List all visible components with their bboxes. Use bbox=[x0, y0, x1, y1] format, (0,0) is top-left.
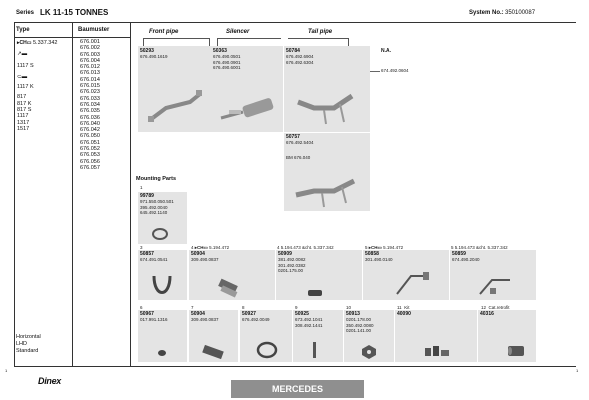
hanger-icon bbox=[393, 270, 433, 298]
part-panel-50293[interactable] bbox=[138, 46, 211, 132]
part-panel-50904-b[interactable] bbox=[189, 310, 238, 362]
part-number: 017.991.1316 bbox=[140, 317, 168, 322]
part-code: 50784 bbox=[286, 48, 300, 54]
part-code: 50857 bbox=[140, 251, 154, 257]
part-code: 50363 bbox=[213, 48, 227, 54]
left-header-rule bbox=[14, 37, 130, 38]
page-number-right: 1 bbox=[576, 368, 579, 373]
baumuster-row: 676.053 bbox=[80, 152, 100, 159]
part-panel-50859[interactable] bbox=[450, 250, 536, 300]
part-panel-50913[interactable] bbox=[344, 310, 394, 362]
m5-label: 5 ▸CH▭ 5.194.472 bbox=[365, 245, 404, 250]
part-panel-40316[interactable] bbox=[478, 310, 536, 362]
nut-icon bbox=[360, 344, 378, 360]
tail-pipe-icon bbox=[294, 82, 364, 128]
part-code: 50967 bbox=[140, 311, 154, 317]
washer-icon bbox=[152, 348, 172, 358]
baumuster-row: 676.013 bbox=[80, 70, 100, 77]
part-number: 674.491.0541 bbox=[140, 257, 168, 262]
part-panel-50757[interactable] bbox=[284, 133, 370, 211]
legend-standard: Standard bbox=[16, 348, 39, 354]
part-number: 381.492.0082 301.492.0382 0201.175.00 bbox=[278, 257, 306, 273]
part-code: 50913 bbox=[346, 311, 360, 317]
m10-num: 10 bbox=[346, 305, 352, 310]
baumuster-row: 676.050 bbox=[80, 133, 100, 140]
catalyst-icon bbox=[504, 342, 528, 360]
type-row bbox=[17, 51, 57, 57]
type-row: 1117 S bbox=[17, 62, 34, 69]
baumuster-row: 676.052 bbox=[80, 146, 100, 153]
brand-label: MERCEDES bbox=[231, 380, 364, 398]
type-row: 817 bbox=[17, 94, 27, 101]
silencer-bracket bbox=[217, 38, 281, 39]
part-code: 40090 bbox=[397, 311, 411, 317]
baumuster-row: 676.014 bbox=[80, 76, 100, 83]
part-panel-50925[interactable] bbox=[293, 310, 343, 362]
type-row bbox=[17, 74, 57, 80]
baumuster-row: 676.040 bbox=[80, 120, 100, 127]
part-number: 676.492.6904 676.492.6304 bbox=[286, 54, 314, 65]
m6-num: 6 bbox=[140, 305, 143, 310]
part-number: 309.490.0837 bbox=[191, 257, 219, 262]
lhd-flag-icon: ▸CH▭ bbox=[368, 245, 382, 250]
tail-pipe-heading: Tail pipe bbox=[308, 29, 333, 35]
baumuster-row: 676.036 bbox=[80, 114, 100, 121]
part-code: 50859 bbox=[452, 251, 466, 257]
system-label: System No.: bbox=[469, 10, 504, 16]
m12-label: 12 Cat.retrofit bbox=[481, 305, 510, 310]
rubber-mount-icon bbox=[306, 288, 324, 298]
part-panel-50857[interactable] bbox=[138, 250, 187, 300]
bolt-icon bbox=[309, 340, 321, 360]
baumuster-row: 676.033 bbox=[80, 95, 100, 102]
mounting-heading: Mounting Parts bbox=[136, 176, 177, 182]
part-number: 676.490.0501 676.490.0901 676.490.6001 bbox=[213, 54, 241, 70]
m5b-label: 5 5.194.473 &cht. 5.337.342 bbox=[451, 245, 508, 250]
footer-rule bbox=[14, 366, 576, 367]
type-row: 817 K bbox=[17, 100, 32, 107]
m4-label: 4 ▸CH▭ 5.194.472 bbox=[191, 245, 230, 250]
silencer-bracket-l bbox=[217, 38, 218, 46]
front-pipe-icon bbox=[146, 86, 204, 126]
part-number: 0201.178.00 350.492.0080 0201.141.00 bbox=[346, 317, 374, 333]
silencer-icon bbox=[217, 88, 279, 128]
m8-num: 8 bbox=[242, 305, 245, 310]
u-clamp-icon bbox=[148, 272, 176, 298]
part-number: 676.492.5404 bbox=[286, 140, 314, 145]
part-number: 676.490.1619 bbox=[140, 54, 168, 59]
header-rule bbox=[14, 22, 576, 23]
part-code: 50293 bbox=[140, 48, 154, 54]
left-border bbox=[14, 22, 15, 366]
tail-pipe-icon: ⊂▬ bbox=[17, 73, 28, 80]
type-list bbox=[17, 40, 57, 132]
part-extra: BM 676.040 bbox=[286, 155, 311, 160]
baumuster-row: 676.056 bbox=[80, 158, 100, 165]
part-code: 99789 bbox=[140, 193, 154, 199]
clamp-icon bbox=[150, 226, 170, 240]
part-code: 50909 bbox=[278, 251, 292, 257]
part-code: 50904 bbox=[191, 251, 205, 257]
baumuster-row: 676.012 bbox=[80, 64, 100, 71]
tail-pipe-bracket bbox=[288, 38, 348, 39]
front-pipe-bracket bbox=[143, 38, 209, 39]
part-number-na: 674.492.0604 bbox=[381, 68, 409, 73]
m11-label: 11 Kit bbox=[397, 305, 410, 310]
type-row: 1117 K bbox=[17, 84, 34, 91]
part-code: 50927 bbox=[242, 311, 256, 317]
lhd-icon: ▸CH▭ bbox=[17, 40, 32, 46]
baumuster-row: 676.035 bbox=[80, 108, 100, 115]
baumuster-row: 676.004 bbox=[80, 57, 100, 64]
legend-horizontal: Horizontal bbox=[16, 334, 41, 340]
type-row: ▸CH▭ 5.337.342 bbox=[17, 40, 58, 46]
part-number: 309.490.0837 bbox=[191, 317, 219, 322]
left-divider-2 bbox=[130, 22, 131, 366]
m4b-label: 4 5.194.473 &cht. 5.337.342 bbox=[277, 245, 334, 250]
type-row: 1117 bbox=[17, 113, 29, 120]
baumuster-row: 676.023 bbox=[80, 89, 100, 96]
baumuster-row: 676.003 bbox=[80, 51, 100, 58]
kit-icon bbox=[423, 342, 453, 360]
type-label: Type bbox=[16, 27, 30, 33]
type-row: 1517 bbox=[17, 125, 30, 132]
part-code: 50925 bbox=[295, 311, 309, 317]
band-clamp-icon bbox=[254, 340, 280, 360]
page-number-left: 1 bbox=[5, 368, 8, 373]
part-panel-40090[interactable] bbox=[395, 310, 477, 362]
part-panel-50967[interactable] bbox=[138, 310, 187, 362]
part-code: 50858 bbox=[365, 251, 379, 257]
series-label: Series bbox=[16, 10, 35, 16]
tail-pipe-bracket-r bbox=[348, 38, 349, 46]
horizontal-pipe-icon: ↗▬ bbox=[17, 51, 28, 58]
part-number: 674.490.2040 bbox=[452, 257, 480, 262]
baumuster-row: 676.057 bbox=[80, 164, 100, 171]
part-code: 40316 bbox=[480, 311, 494, 317]
baumuster-row: 676.002 bbox=[80, 45, 100, 52]
part-panel-99789[interactable] bbox=[138, 192, 187, 244]
m1-num: 1 bbox=[140, 185, 143, 190]
na-leader bbox=[370, 71, 380, 72]
dinex-logo: Dinex bbox=[38, 376, 62, 386]
part-code-na: N.A. bbox=[381, 48, 391, 54]
part-number: 301.490.0140 bbox=[365, 257, 393, 262]
legend-lhd: LHD bbox=[16, 341, 28, 347]
front-pipe-bracket-r bbox=[209, 38, 210, 46]
front-pipe-heading: Front pipe bbox=[149, 29, 179, 35]
part-panel-50363[interactable] bbox=[211, 46, 283, 132]
tail-pipe-alt-icon bbox=[292, 173, 362, 209]
baumuster-row: 676.015 bbox=[80, 83, 100, 90]
baumuster-row: 676.034 bbox=[80, 101, 100, 108]
part-number: 676.492.0049 bbox=[242, 317, 270, 322]
part-panel-50784[interactable] bbox=[284, 46, 370, 132]
m9-num: 9 bbox=[295, 305, 298, 310]
m7-num: 7 bbox=[191, 305, 194, 310]
part-number: 971.550.050.501 395.492.0040 645.492.1140 bbox=[140, 199, 174, 215]
bracket-icon bbox=[215, 276, 245, 298]
part-panel-50909[interactable] bbox=[276, 250, 362, 300]
baumuster-label: Baumuster bbox=[78, 27, 110, 33]
bracket-plate-icon bbox=[199, 342, 229, 360]
lhd-flag-icon: ▸CH▭ bbox=[194, 245, 208, 250]
part-code: 50904 bbox=[191, 311, 205, 317]
type-row: 1317 bbox=[17, 119, 30, 126]
series-value: LK 11-15 TONNES bbox=[40, 8, 109, 17]
silencer-heading: Silencer bbox=[226, 29, 250, 35]
front-pipe-bracket-l bbox=[143, 38, 144, 46]
baumuster-row: 676.001 bbox=[80, 39, 100, 45]
part-panel-50904[interactable] bbox=[189, 250, 275, 300]
baumuster-row: 676.042 bbox=[80, 127, 100, 134]
system-value: 350100087 bbox=[505, 10, 536, 16]
m3-num: 3 bbox=[140, 245, 143, 250]
baumuster-list bbox=[80, 39, 100, 171]
part-panel-50858[interactable] bbox=[363, 250, 449, 300]
baumuster-row: 676.051 bbox=[80, 139, 100, 146]
part-panel-50927[interactable] bbox=[240, 310, 292, 362]
left-divider bbox=[72, 22, 73, 366]
legend bbox=[16, 334, 41, 355]
type-row: 817 S bbox=[17, 107, 32, 114]
part-number: 673.492.1041 308.492.1441 bbox=[295, 317, 323, 328]
part-code: 50757 bbox=[286, 134, 300, 140]
hanger-alt-icon bbox=[476, 272, 516, 298]
